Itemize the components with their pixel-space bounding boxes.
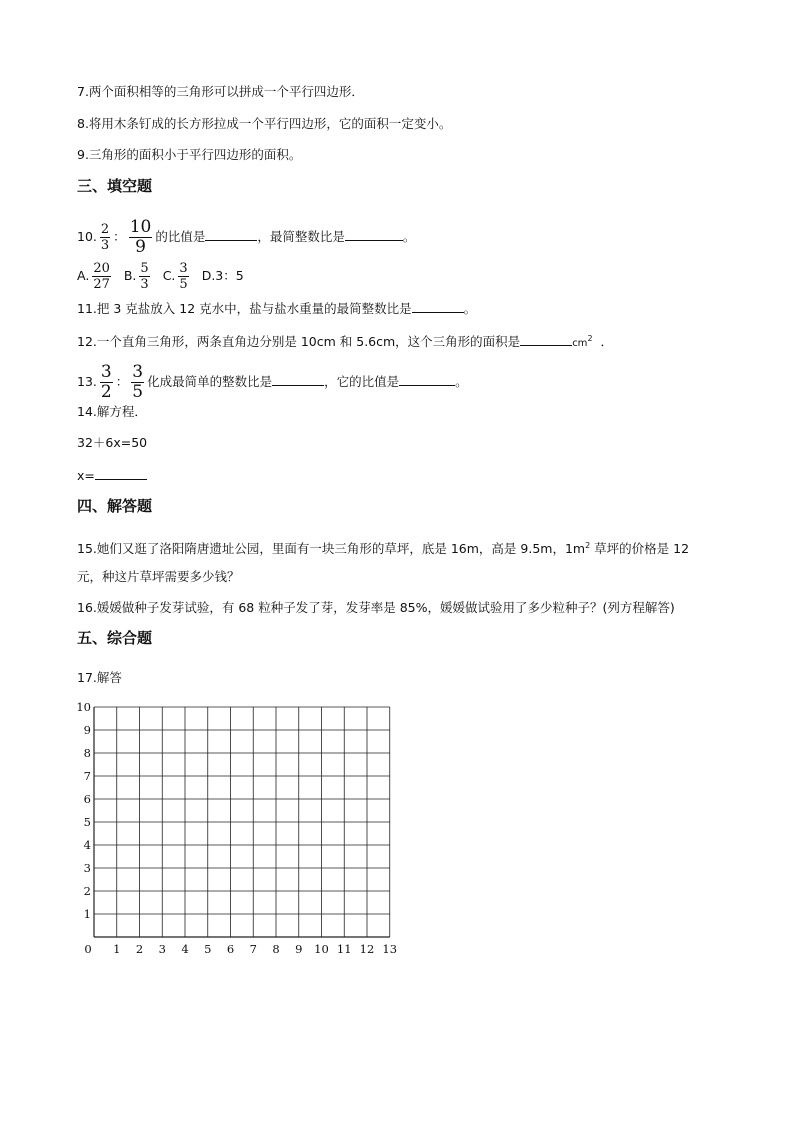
x-axis-tick-label: 0 [84,942,92,956]
y-axis-tick-label: 2 [83,884,91,898]
y-axis-tick-label: 4 [83,838,91,852]
question-15-text: 草坪的价格是 12 [590,541,690,557]
question-14: 14.解方程． [77,404,147,419]
question-10-text: ，最简整数比是 [257,229,345,244]
question-10-text: 的比值是 [155,229,206,244]
x-axis-tick-label: 10 [314,942,329,956]
superscript: 2 [587,334,593,343]
grid-lines [94,707,390,937]
option-label: C. [162,268,176,283]
x-axis-tick-label: 5 [204,942,212,956]
question-9: 9.三角形的面积小于平行四边形的面积。 [77,147,302,162]
option-d[interactable]: D.3：5 [201,268,244,283]
question-11 [77,300,476,317]
fraction-numerator: 10 [129,217,152,237]
fraction-denominator: 2 [100,382,112,402]
y-axis-tick-label: 7 [83,769,91,783]
question-12-text: 12.一个直角三角形，两条直角边分别是 10cm 和 5.6cm，这个三角形的面积是 [77,334,521,350]
punctuation: ． [600,334,614,350]
y-axis-tick-label: 5 [83,815,91,829]
y-axis-labels [76,700,91,921]
question-15-text: 15.她们又逛了洛阳隋唐遗址公园，里面有一块三角形的草坪，底是 16m，高是 9.5m，1m [77,541,586,557]
fraction-numerator: 3 [179,261,188,276]
question-10 [77,219,415,256]
x-axis-labels [84,942,397,956]
question-11-text: 11.把 3 克盐放入 12 克水中，盐与盐水重量的最简整数比是 [77,301,412,316]
x-axis-tick-label: 7 [249,942,257,956]
fraction-denominator: 5 [132,382,144,402]
y-axis-tick-label: 6 [83,792,91,806]
answer-line [77,467,147,484]
question-7: 7.两个面积相等的三角形可以拼成一个平行四边形． [77,84,364,99]
option-label: A. [77,268,90,283]
question-13-number: 13. [77,374,97,389]
question-16: 16.媛媛做种子发芽试验，有 68 粒种子发了芽，发芽率是 85%，媛媛做试验用了多少粒种子？(列方程解答) [77,600,675,615]
equation: 32＋6x=50 [77,435,148,450]
punctuation: 。 [455,374,468,389]
question-17: 17.解答 [77,670,122,685]
y-axis-tick-label: 10 [76,700,91,714]
fraction-two-thirds [100,223,110,252]
fraction-denominator: 3 [100,238,110,253]
question-15-line-2: 元，种这片草坪需要多少钱？ [77,569,240,584]
question-10-options [77,262,254,291]
question-8: 8.将用木条钉成的长方形拉成一个平行四边形，它的面积一定变小。 [77,116,452,131]
x-axis-tick-label: 4 [181,942,189,956]
option-c-fraction [178,262,188,291]
question-13-text: ，它的比值是 [324,374,400,389]
x-axis-tick-label: 11 [336,942,352,956]
x-axis-tick-label: 1 [113,942,121,956]
x-axis-tick-label: 2 [135,942,144,956]
x-axis-tick-label: 13 [382,942,398,956]
x-axis-tick-label: 8 [272,942,280,956]
coordinate-grid[interactable] [78,700,398,960]
question-10-number: 10. [77,229,97,244]
answer-blank[interactable] [272,373,324,386]
question-12 [77,331,613,352]
colon: ： [115,374,129,389]
fraction-denominator: 5 [179,277,188,292]
section-heading-solve: 四、解答题 [77,497,153,515]
y-axis-tick-label: 1 [83,907,91,921]
option-a-fraction [92,262,111,291]
fraction-denominator: 3 [140,277,149,292]
fraction-numerator: 3 [100,362,112,382]
y-axis-tick-label: 8 [83,746,91,760]
question-15-line-1 [77,538,689,557]
x-axis-tick-label: 3 [158,942,166,956]
fraction-numerator: 2 [100,222,110,237]
fraction-numerator: 3 [132,362,144,382]
fraction-numerator: 20 [93,261,110,276]
option-c[interactable] [163,262,192,291]
x-axis-tick-label: 9 [295,942,303,956]
answer-blank[interactable] [399,373,455,386]
x-axis-tick-label: 6 [226,942,235,956]
answer-blank[interactable] [345,228,403,241]
punctuation: 。 [402,229,416,244]
answer-blank[interactable] [520,333,572,346]
option-a[interactable] [77,262,114,291]
colon: ： [113,229,126,244]
answer-blank[interactable] [205,228,257,241]
punctuation: 。 [463,301,477,316]
fraction-ten-ninths [129,219,153,256]
option-b-fraction [139,262,149,291]
question-13-text: 化成最简单的整数比是 [147,374,273,389]
option-b[interactable] [124,262,153,291]
answer-label: x= [77,468,95,483]
fraction-numerator: 5 [140,261,149,276]
unit-cm: cm [572,338,588,350]
answer-blank[interactable] [95,467,147,480]
section-heading-comprehensive: 五、综合题 [77,629,153,647]
question-13 [77,364,468,401]
section-heading-fill-blank: 三、填空题 [77,177,153,195]
y-axis-tick-label: 9 [83,723,91,737]
answer-blank[interactable] [412,300,464,313]
option-label: B. [123,268,137,283]
fraction-three-halves [100,364,113,401]
fraction-three-fifths [131,364,144,401]
y-axis-tick-label: 3 [83,861,91,875]
fraction-denominator: 9 [135,237,146,257]
x-axis-tick-label: 12 [359,942,375,956]
fraction-denominator: 27 [93,277,110,292]
superscript: 2 [585,541,591,550]
